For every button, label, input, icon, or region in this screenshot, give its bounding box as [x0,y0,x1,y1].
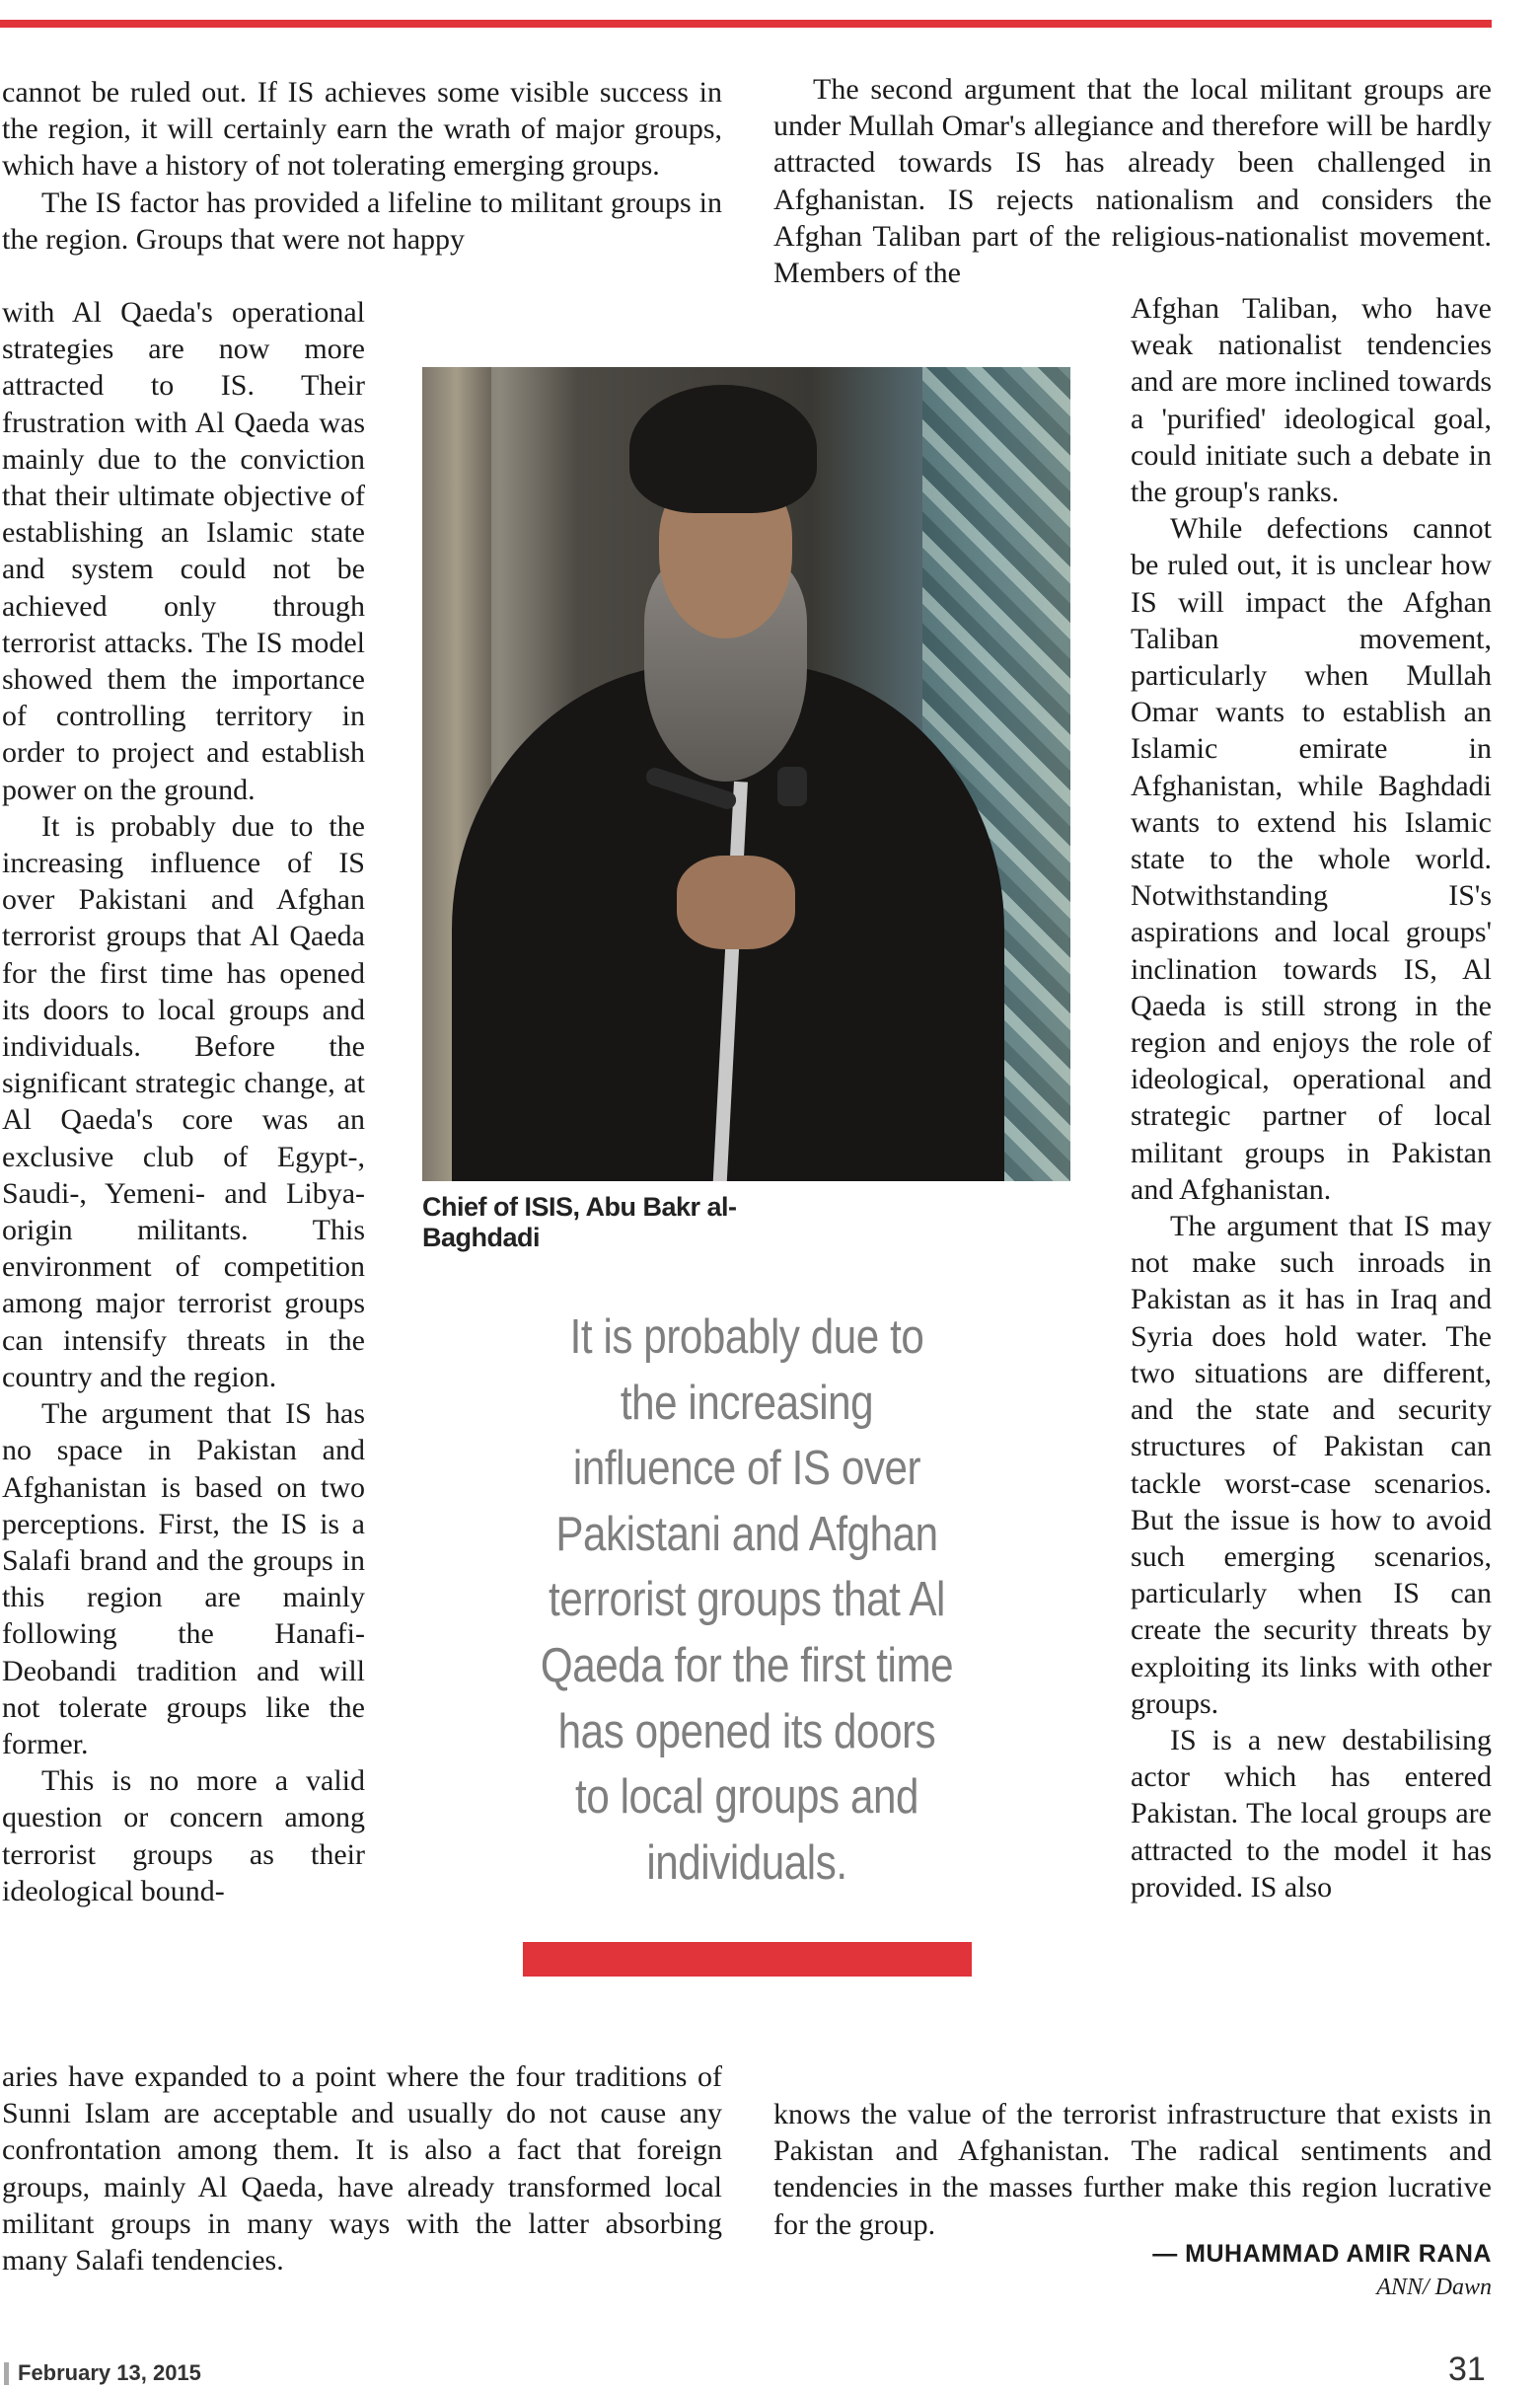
paragraph: The argument that IS has no space in Pakistan and Afghanistan is based on two perceptions. First, the IS is a Salafi brand and the groups in this region are mainly following the Hanafi-Deobandi tradition and will not tolerate groups like the former. [2,1397,365,1760]
paragraph: with Al Qaeda's operational strategies are now more attracted to IS. Their frustration with Al Qaeda was mainly due to the conviction that their ultimate objective of establishing an Islamic state and system could not be achieved only through terrorist attacks. The IS model showed them the importance of controlling territory in order to project and establish power on the ground. [2,296,365,806]
paragraph: Afghan Taliban, who have weak nationalist tendencies and are more inclined towards a 'purified' ideological goal, could initiate such a debate in the group's ranks. [1131,292,1492,509]
footer-date: February 13, 2015 [18,2360,201,2385]
author-byline: — MUHAMMAD AMIR RANA [1152,2240,1492,2268]
paragraph: The second argument that the local militant groups are under Mullah Omar's allegiance and therefore will be hardly attracted towards IS has already been challenged in Afghanistan. IS rejects nationalism and considers the Afghan Taliban part of the religious-nationalist movement. Members of the [773,73,1492,290]
photo-hand [677,856,795,949]
footer-marker [4,2362,9,2385]
source-credit: ANN/ Dawn [1376,2275,1492,2300]
paragraph: knows the value of the terrorist infrastructure that exists in Pakistan and Afghanistan. The radical sentiments and tendencies in the masses further make this region lucrative for the group. [773,2098,1492,2241]
right-column-top [773,71,1492,291]
left-column-top [2,74,722,258]
paragraph: The IS factor has provided a lifeline to militant groups in the region. Groups that were not happy [2,186,722,256]
pull-quote-red-bar [523,1942,972,1977]
pull-quote: It is probably due to the increasing influence of IS over Pakistani and Afghan terrorist groups that Al Qaeda for the first time has opened its doors to local groups and individuals. [540,1310,954,1890]
paragraph: The argument that IS may not make such inroads in Pakistan as it has in Iraq and Syria does hold water. The two situations are different, and the state and security structures of Pakistan can tackle worst-case scenarios. But the issue is how to avoid such emerging scenarios, particularly when IS can create the security threats by exploiting its links with other groups. [1131,1210,1492,1720]
right-column-bottom [773,2096,1492,2243]
paragraph: cannot be ruled out. If IS achieves some visible success in the region, it will certainly earn the wrath of major groups, which have a history of not tolerating emerging groups. [2,76,722,183]
page-number: 31 [1448,2351,1486,2388]
article-photo [422,367,1070,1181]
top-red-rule [0,20,1492,28]
paragraph: It is probably due to the increasing influence of IS over Pakistani and Afghan terrorist groups that Al Qaeda for the first time has opened its doors to local groups and individuals. Before the significant strategic change, at Al Qaeda's core was an exclusive club of Egypt-, Saudi-, Yemeni- and Libya-origin militants. This environment of competition among major terrorist groups can intensify threats in the country and the region. [2,809,365,1393]
paragraph: While defections cannot be ruled out, it is unclear how IS will impact the Afghan Taliban movement, particularly when Mullah Omar wants to establish an Islamic emirate in Afghanistan, while Baghdadi wants to extend his Islamic state to the whole world. Notwithstanding IS's aspirations and local groups' inclination towards IS, Al Qaeda is still strong in the region and enjoys the role of ideological, operational and strategic partner of local militant groups in Pakistan and Afghanistan. [1131,512,1492,1206]
right-column-narrow [1131,290,1492,1905]
photo-turban [629,385,817,513]
paragraph: IS is a new destabilising actor which has entered Pakistan. The local groups are attracted to the model it has provided. IS also [1131,1723,1492,1904]
left-column-narrow [2,294,365,1909]
photo-caption: Chief of ISIS, Abu Bakr al-Baghdadi [422,1192,737,1252]
left-column-bottom [2,2058,722,2278]
paragraph: This is no more a valid question or concern among terrorist groups as their ideological bound- [2,1764,365,1907]
paragraph: aries have expanded to a point where the four traditions of Sunni Islam are acceptable and usually do not cause any confrontation among them. It is also a fact that foreign groups, mainly Al Qaeda, have already transformed local militant groups in many ways with the latter absorbing many Salafi tendencies. [2,2060,722,2277]
photo-microphone [777,767,807,806]
